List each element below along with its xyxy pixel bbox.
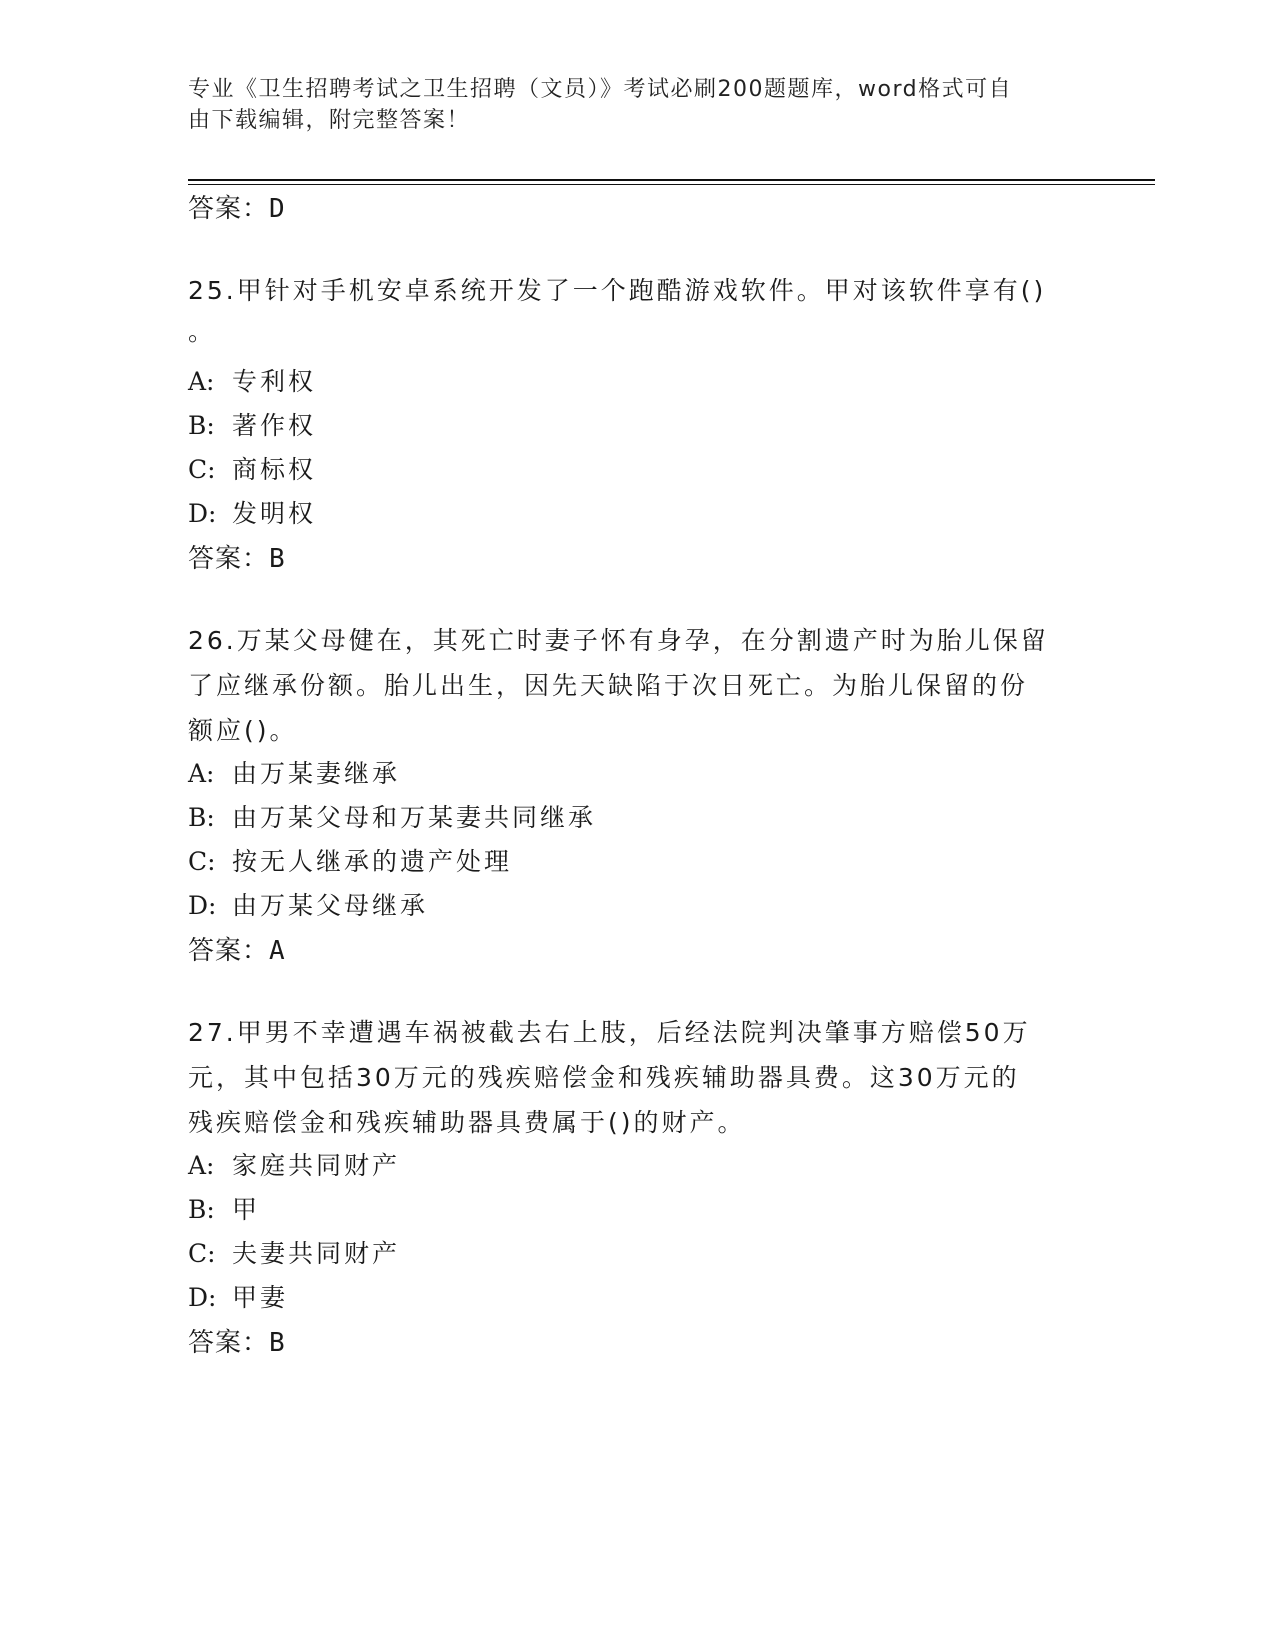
option-key: C:	[188, 847, 216, 876]
option-text: 甲	[232, 1195, 261, 1224]
question-25-answer	[188, 538, 1088, 575]
option-text: 著作权	[232, 411, 317, 440]
question-27-option-b	[188, 1190, 260, 1226]
answer-label: 答案：	[188, 1328, 270, 1358]
option-text: 商标权	[232, 455, 317, 484]
option-key: A:	[188, 367, 215, 396]
answer-label: 答案：	[188, 194, 270, 224]
question-26-option-b	[188, 798, 596, 834]
header-rule-thin	[188, 184, 1155, 185]
answer-label: 答案：	[188, 544, 270, 574]
option-key: B:	[188, 1195, 215, 1224]
question-27-stem	[188, 1010, 1088, 1145]
option-key: B:	[188, 803, 215, 832]
option-text: 夫妻共同财产	[232, 1239, 401, 1268]
question-26-option-c	[188, 842, 512, 878]
question-25-option-b	[188, 406, 316, 442]
stem-line: 27.甲男不幸遭遇车祸被截去右上肢，后经法院判决肇事方赔偿50万	[188, 1018, 1031, 1047]
question-25-option-d	[188, 494, 316, 530]
question-27-option-c	[188, 1234, 400, 1270]
header-line-1: 专业《卫生招聘考试之卫生招聘（文员）》考试必刷200题题库，word格式可自	[188, 77, 1013, 102]
option-text: 由万某父母继承	[232, 891, 429, 920]
question-26-option-d	[188, 886, 428, 922]
question-27-option-d	[188, 1278, 288, 1314]
option-text: 发明权	[232, 499, 317, 528]
option-key: A:	[188, 759, 215, 788]
option-text: 由万某父母和万某妻共同继承	[232, 803, 597, 832]
stem-line: 元，其中包括30万元的残疾赔偿金和残疾辅助器具费。这30万元的	[188, 1063, 1020, 1092]
question-27-answer	[188, 1322, 1088, 1359]
option-key: D:	[188, 499, 217, 528]
stem-line: 25.甲针对手机安卓系统开发了一个跑酷游戏软件。甲对该软件享有()	[188, 276, 1047, 305]
option-key: A:	[188, 1151, 215, 1180]
option-key: B:	[188, 411, 215, 440]
option-text: 专利权	[232, 367, 317, 396]
header-rule-thick	[188, 179, 1155, 181]
question-25-stem	[188, 268, 1088, 351]
option-key: C:	[188, 455, 216, 484]
answer-value: D	[269, 194, 286, 224]
answer-value: A	[269, 936, 286, 966]
option-text: 家庭共同财产	[232, 1151, 401, 1180]
option-key: D:	[188, 891, 217, 920]
question-27-option-a	[188, 1146, 400, 1182]
option-key: C:	[188, 1239, 216, 1268]
option-text: 甲妻	[232, 1283, 289, 1312]
question-26-option-a	[188, 754, 400, 790]
header-line-2: 由下载编辑，附完整答案！	[188, 108, 471, 133]
answer-value: B	[269, 544, 286, 574]
answer-label: 答案：	[188, 936, 270, 966]
stem-line: 26.万某父母健在，其死亡时妻子怀有身孕，在分割遗产时为胎儿保留	[188, 626, 1049, 655]
answer-value: B	[269, 1328, 286, 1358]
stem-line: 额应()。	[188, 716, 298, 745]
question-25-option-a	[188, 362, 316, 398]
option-text: 由万某妻继承	[232, 759, 401, 788]
stem-line: 残疾赔偿金和残疾辅助器具费属于()的财产。	[188, 1108, 746, 1137]
option-key: D:	[188, 1283, 217, 1312]
stem-line: 了应继承份额。胎儿出生，因先天缺陷于次日死亡。为胎儿保留的份	[188, 671, 1029, 700]
prev-answer	[188, 188, 1088, 225]
stem-line: 。	[188, 317, 217, 346]
question-25-option-c	[188, 450, 316, 486]
option-text: 按无人继承的遗产处理	[232, 847, 513, 876]
question-26-answer	[188, 930, 1088, 967]
question-26-stem	[188, 618, 1088, 753]
document-header	[188, 74, 1068, 136]
